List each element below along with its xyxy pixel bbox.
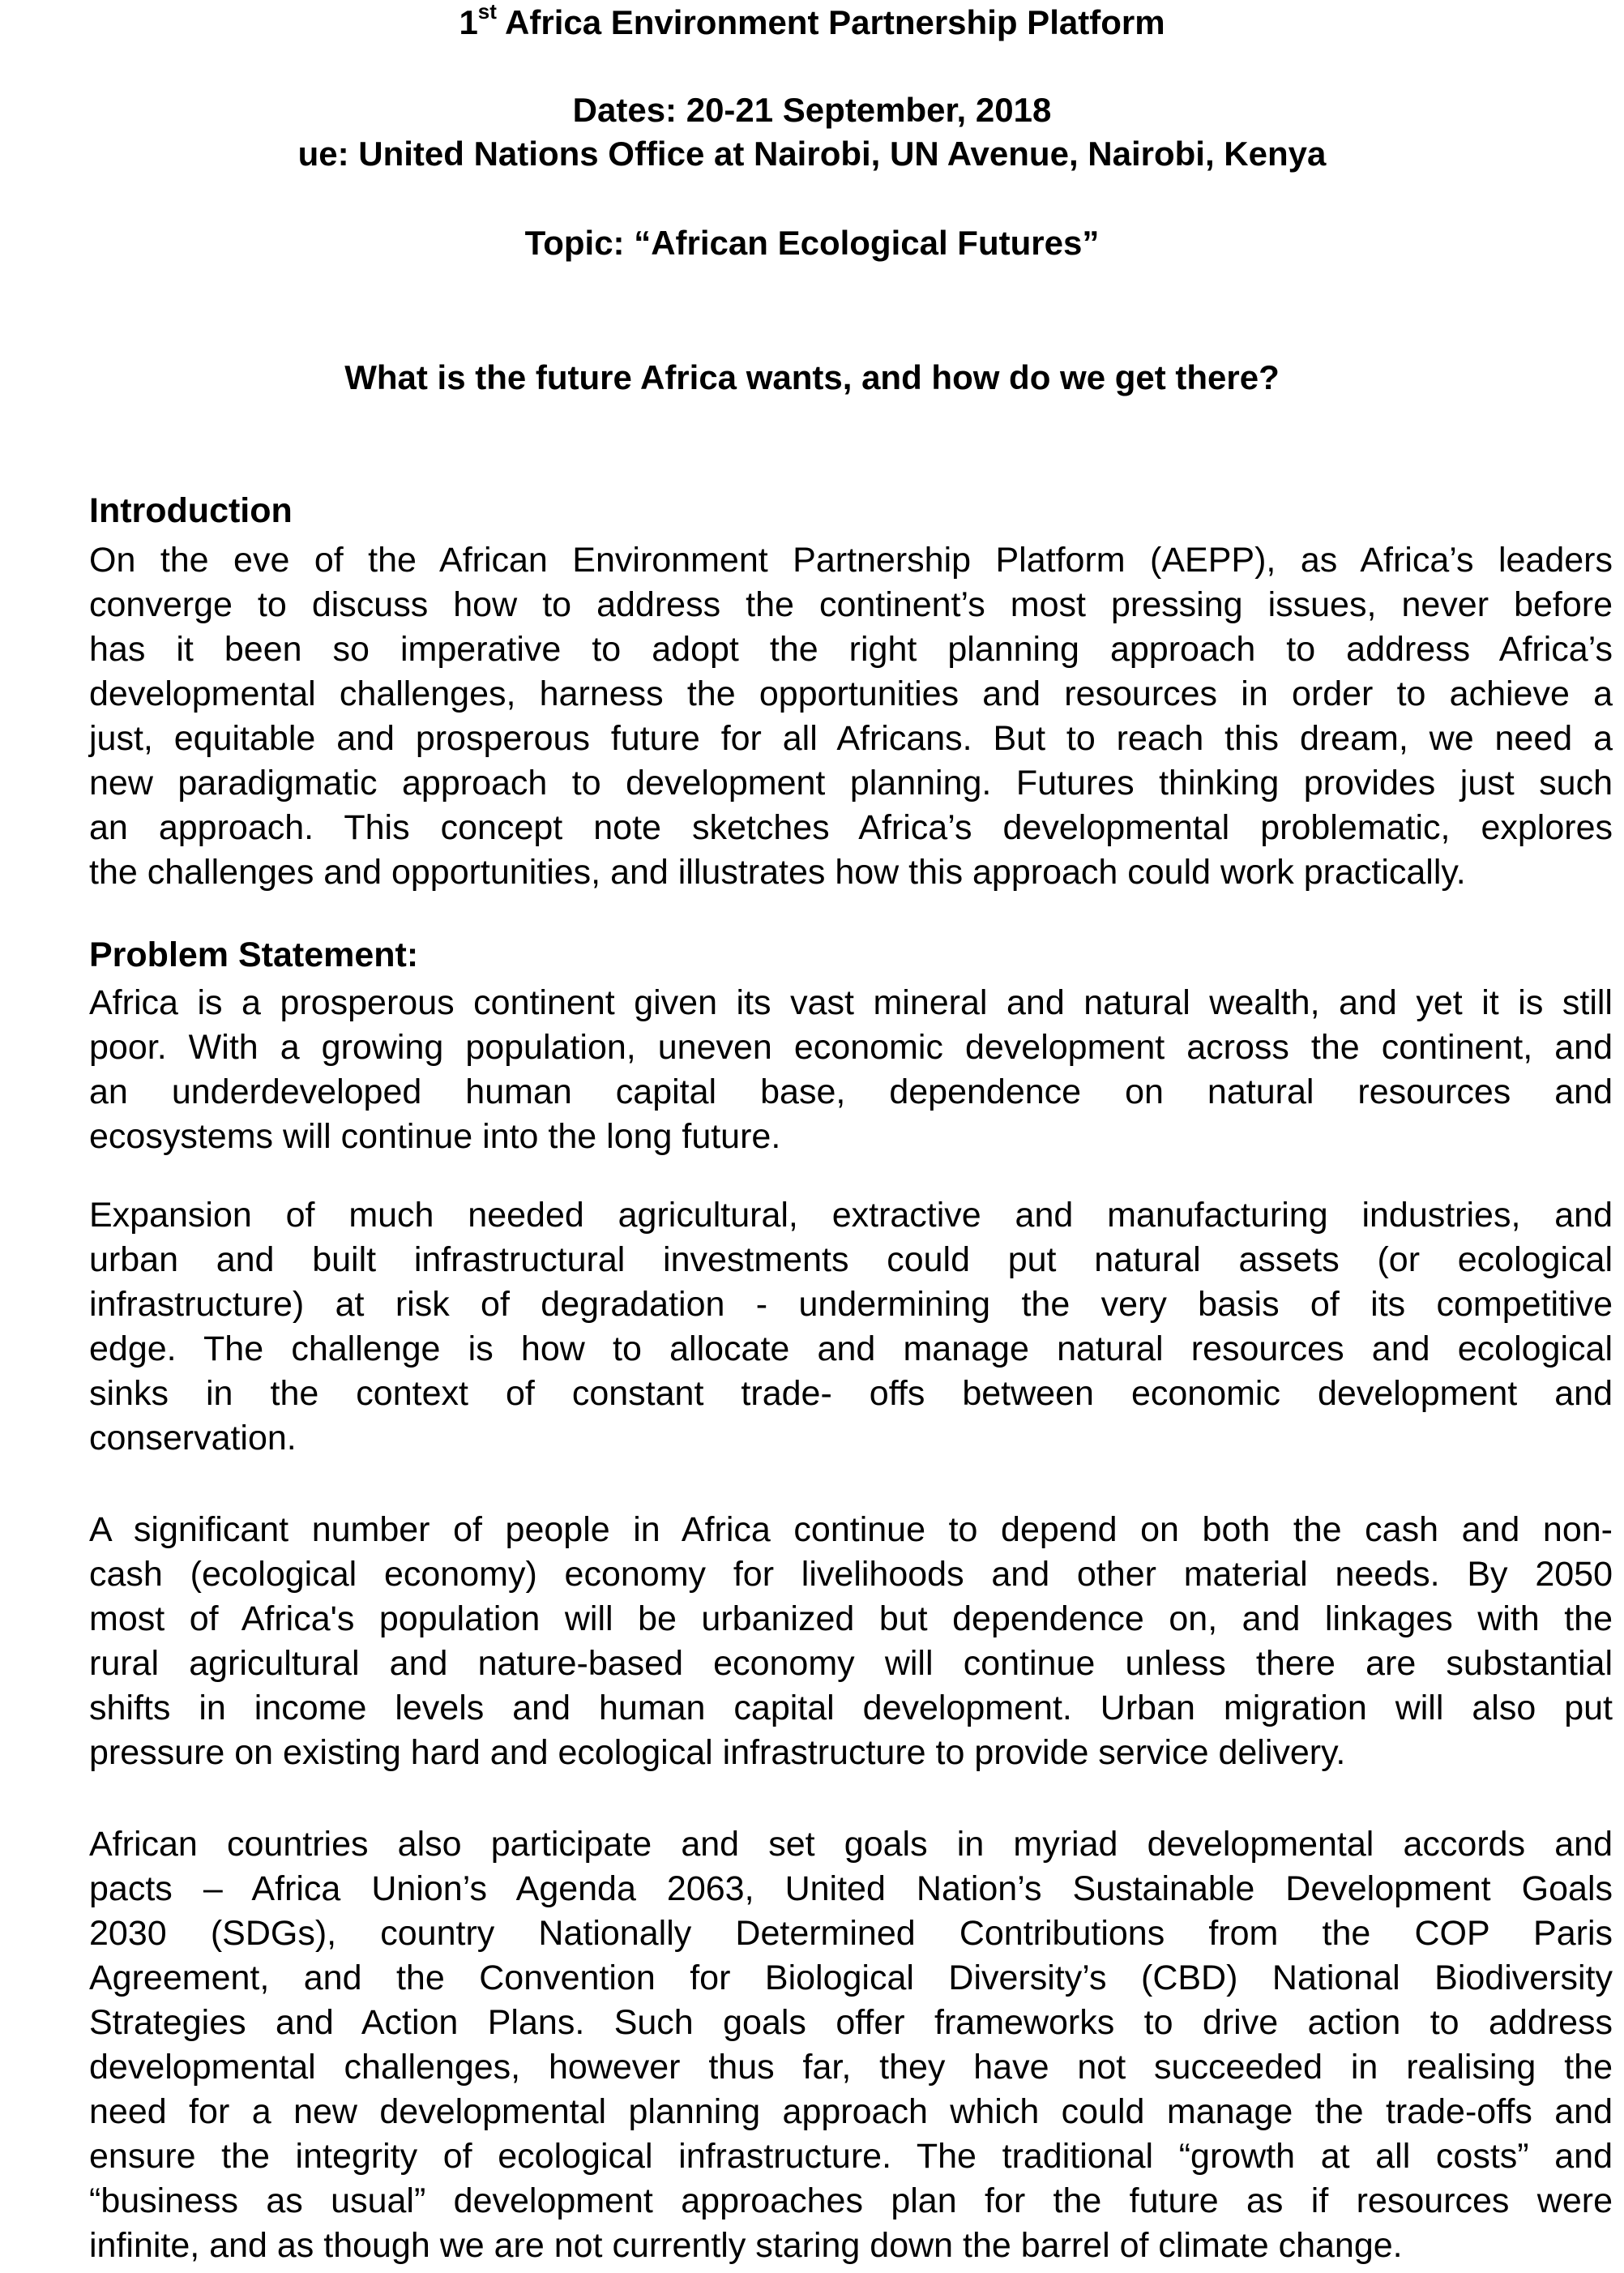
event-venue: ue: United Nations Office at Nairobi, UN Avenue, Nairobi, Kenya xyxy=(297,135,1327,173)
paragraph-line: Strategies and Action Plans. Such goals offer frameworks to drive action to address xyxy=(89,2003,1613,2042)
problem-paragraph-4 xyxy=(89,1822,1613,2268)
document-title xyxy=(0,2,1624,44)
guiding-question: What is the future Africa wants, and how do we get there? xyxy=(344,358,1280,396)
paragraph-line: new paradigmatic approach to development planning. Futures thinking provides just such xyxy=(89,764,1613,803)
paragraph-line: Africa is a prosperous continent given its vast mineral and natural wealth, and yet it is still xyxy=(89,983,1613,1022)
paragraph-line: pacts – Africa Union’s Agenda 2063, United Nation’s Sustainable Development Goals xyxy=(89,1869,1613,1908)
paragraph-line: infinite, and as though we are not currently staring down the barrel of climate change. xyxy=(89,2226,1403,2265)
paragraph-line: the challenges and opportunities, and illustrates how this approach could work practically. xyxy=(89,853,1466,892)
problem-paragraph-3 xyxy=(89,1508,1613,1775)
paragraph-line: infrastructure) at risk of degradation - undermining the very basis of its competitive xyxy=(89,1285,1613,1324)
paragraph-line: 2030 (SDGs), country Nationally Determined Contributions from the COP Paris xyxy=(89,1914,1613,1953)
event-dates: Dates: 20-21 September, 2018 xyxy=(572,91,1052,129)
paragraph-line: cash (ecological economy) economy for livelihoods and other material needs. By 2050 xyxy=(89,1555,1613,1594)
title-number: 1 xyxy=(459,3,478,41)
introduction-heading: Introduction xyxy=(89,491,293,530)
paragraph-line: developmental challenges, however thus far, they have not succeeded in realising the xyxy=(89,2048,1613,2087)
paragraph-line: conservation. xyxy=(89,1419,297,1458)
paragraph-line: just, equitable and prosperous future for all Africans. But to reach this dream, we need a xyxy=(89,719,1613,758)
paragraph-line: need for a new developmental planning approach which could manage the trade-offs and xyxy=(89,2092,1613,2131)
paragraph-line: Agreement, and the Convention for Biological Diversity’s (CBD) National Biodiversity xyxy=(89,1958,1613,1997)
paragraph-line: ensure the integrity of ecological infrastructure. The traditional “growth at all costs” and xyxy=(89,2137,1613,2176)
paragraph-line: pressure on existing hard and ecological infrastructure to provide service delivery. xyxy=(89,1733,1346,1772)
paragraph-line: an underdeveloped human capital base, dependence on natural resources and xyxy=(89,1072,1613,1111)
paragraph-line: edge. The challenge is how to allocate and manage natural resources and ecological xyxy=(89,1329,1613,1368)
paragraph-line: urban and built infrastructural investments could put natural assets (or ecological xyxy=(89,1240,1613,1279)
introduction-paragraph xyxy=(89,538,1613,895)
paragraph-line: converge to discuss how to address the continent’s most pressing issues, never before xyxy=(89,585,1613,624)
paragraph-line: poor. With a growing population, uneven economic development across the continent, and xyxy=(89,1028,1613,1067)
problem-paragraph-2 xyxy=(89,1193,1613,1461)
paragraph-line: shifts in income levels and human capital development. Urban migration will also put xyxy=(89,1689,1613,1727)
problem-statement-heading: Problem Statement: xyxy=(89,935,419,974)
paragraph-line: African countries also participate and set goals in myriad developmental accords and xyxy=(89,1825,1613,1864)
paragraph-line: ecosystems will continue into the long future. xyxy=(89,1117,781,1156)
paragraph-line: rural agricultural and nature-based economy will continue unless there are substantial xyxy=(89,1644,1613,1683)
paragraph-line: “business as usual” development approaches plan for the future as if resources were xyxy=(89,2181,1613,2220)
event-topic: Topic: “African Ecological Futures” xyxy=(524,224,1100,262)
paragraph-line: developmental challenges, harness the opportunities and resources in order to achieve a xyxy=(89,674,1613,713)
paragraph-line: A significant number of people in Africa continue to depend on both the cash and non- xyxy=(89,1510,1613,1549)
paragraph-line: Expansion of much needed agricultural, extractive and manufacturing industries, and xyxy=(89,1196,1613,1235)
problem-paragraph-1 xyxy=(89,981,1613,1159)
title-superscript: st xyxy=(477,0,497,24)
paragraph-line: an approach. This concept note sketches Africa’s developmental problematic, explores xyxy=(89,808,1613,847)
paragraph-line: has it been so imperative to adopt the right planning approach to address Africa’s xyxy=(89,630,1613,669)
paragraph-line: On the eve of the African Environment Partnership Platform (AEPP), as Africa’s leaders xyxy=(89,541,1613,580)
title-text: Africa Environment Partnership Platform xyxy=(496,3,1165,41)
paragraph-line: most of Africa's population will be urbanized but dependence on, and linkages with the xyxy=(89,1599,1613,1638)
paragraph-line: sinks in the context of constant trade- offs between economic development and xyxy=(89,1374,1613,1413)
